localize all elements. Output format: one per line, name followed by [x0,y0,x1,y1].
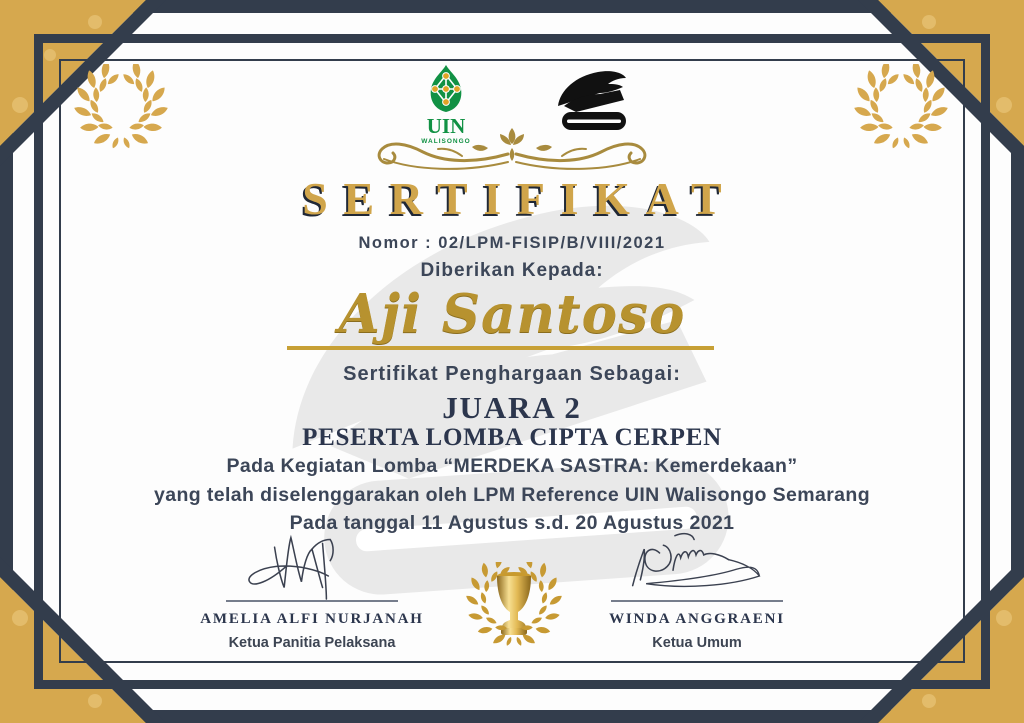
signer-name-left: AMELIA ALFI NURJANAH [200,611,424,627]
certificate-number: Nomor : 02/LPM-FISIP/B/VIII/2021 [358,234,666,252]
signer-role-left: Ketua Panitia Pelaksana [228,635,396,651]
organizer-line: yang telah diselenggarakan oleh LPM Reference UIN Walisongo Semarang [153,484,871,506]
signer-role-right: Ketua Umum [652,635,742,651]
award-title: JUARA 2 [442,390,582,425]
signature-line-left [226,600,398,602]
uin-logotype: UIN [426,114,466,138]
laurel-wreath-icon-right [850,64,952,166]
certificate-title: SERTIFIKAT [302,173,738,224]
award-intro: Sertifikat Penghargaan Sebagai: [343,363,681,385]
signature-block-left [172,528,452,651]
signature-block-right [557,528,837,651]
gold-underline [287,346,714,350]
award-category: PESERTA LOMBA CIPTA CERPEN [302,424,722,451]
signature-right [612,528,782,600]
trophy-icon [458,562,570,654]
walisongo-label: WALISONGO [421,138,471,145]
signature-line-right [611,600,783,602]
signature-left [227,528,397,600]
event-line: Pada Kegiatan Lomba “MERDEKA SASTRA: Kemerdekaan” [226,455,798,477]
given-to-label: Diberikan Kepada: [420,260,604,281]
date-line: Pada tanggal 11 Agustus s.d. 20 Agustus 2021 [289,512,735,534]
laurel-wreath-icon-left [70,64,172,166]
signer-name-right: WINDA ANGGRAENI [609,611,785,627]
recipient-name: Aji Santoso [338,283,686,345]
lpm-reference-logo [554,70,634,134]
